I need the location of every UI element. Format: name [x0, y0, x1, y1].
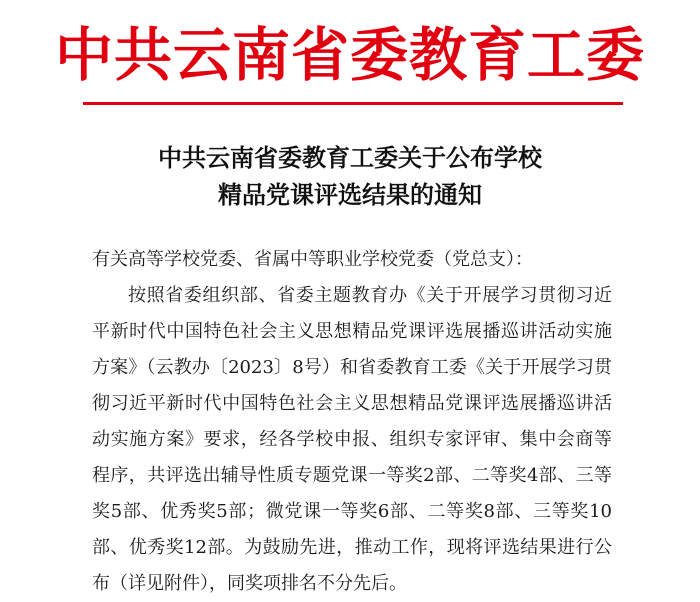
document-title-line-1: 中共云南省委教育工委关于公布学校 — [158, 143, 542, 172]
body-paragraph: 按照省委组织部、省委主题教育办《关于开展学习贯彻习近平新时代中国特色社会主义思想精品党课评选展播巡讲活动实施方案》（云教办〔2023〕8号）和省委教育工委《关于开展学习贯彻习近平新时代中国特色社会主义思想精品党课评选展播巡讲活动实施方案》要求，经各学校申报、组织专家评审、集中会商等程序，共评选出辅导性质专题党课一等奖2部、二等奖4部、三等奖5部、优秀奖5部；微党课一等奖6部、二等奖8部、三等奖10部、优秀奖12部。为鼓励先进，推动工作，现将评选结果进行公布（详见附件），同奖项排名不分先后。 — [92, 285, 612, 594]
document-title-line-2: 精品党课评选结果的通知 — [218, 180, 482, 209]
masthead-red-divider — [83, 102, 623, 105]
org-masthead: 中共云南省委教育工委 — [54, 21, 645, 89]
salutation: 有关高等学校党委、省属中等职业学校党委（党总支）： — [92, 249, 533, 270]
